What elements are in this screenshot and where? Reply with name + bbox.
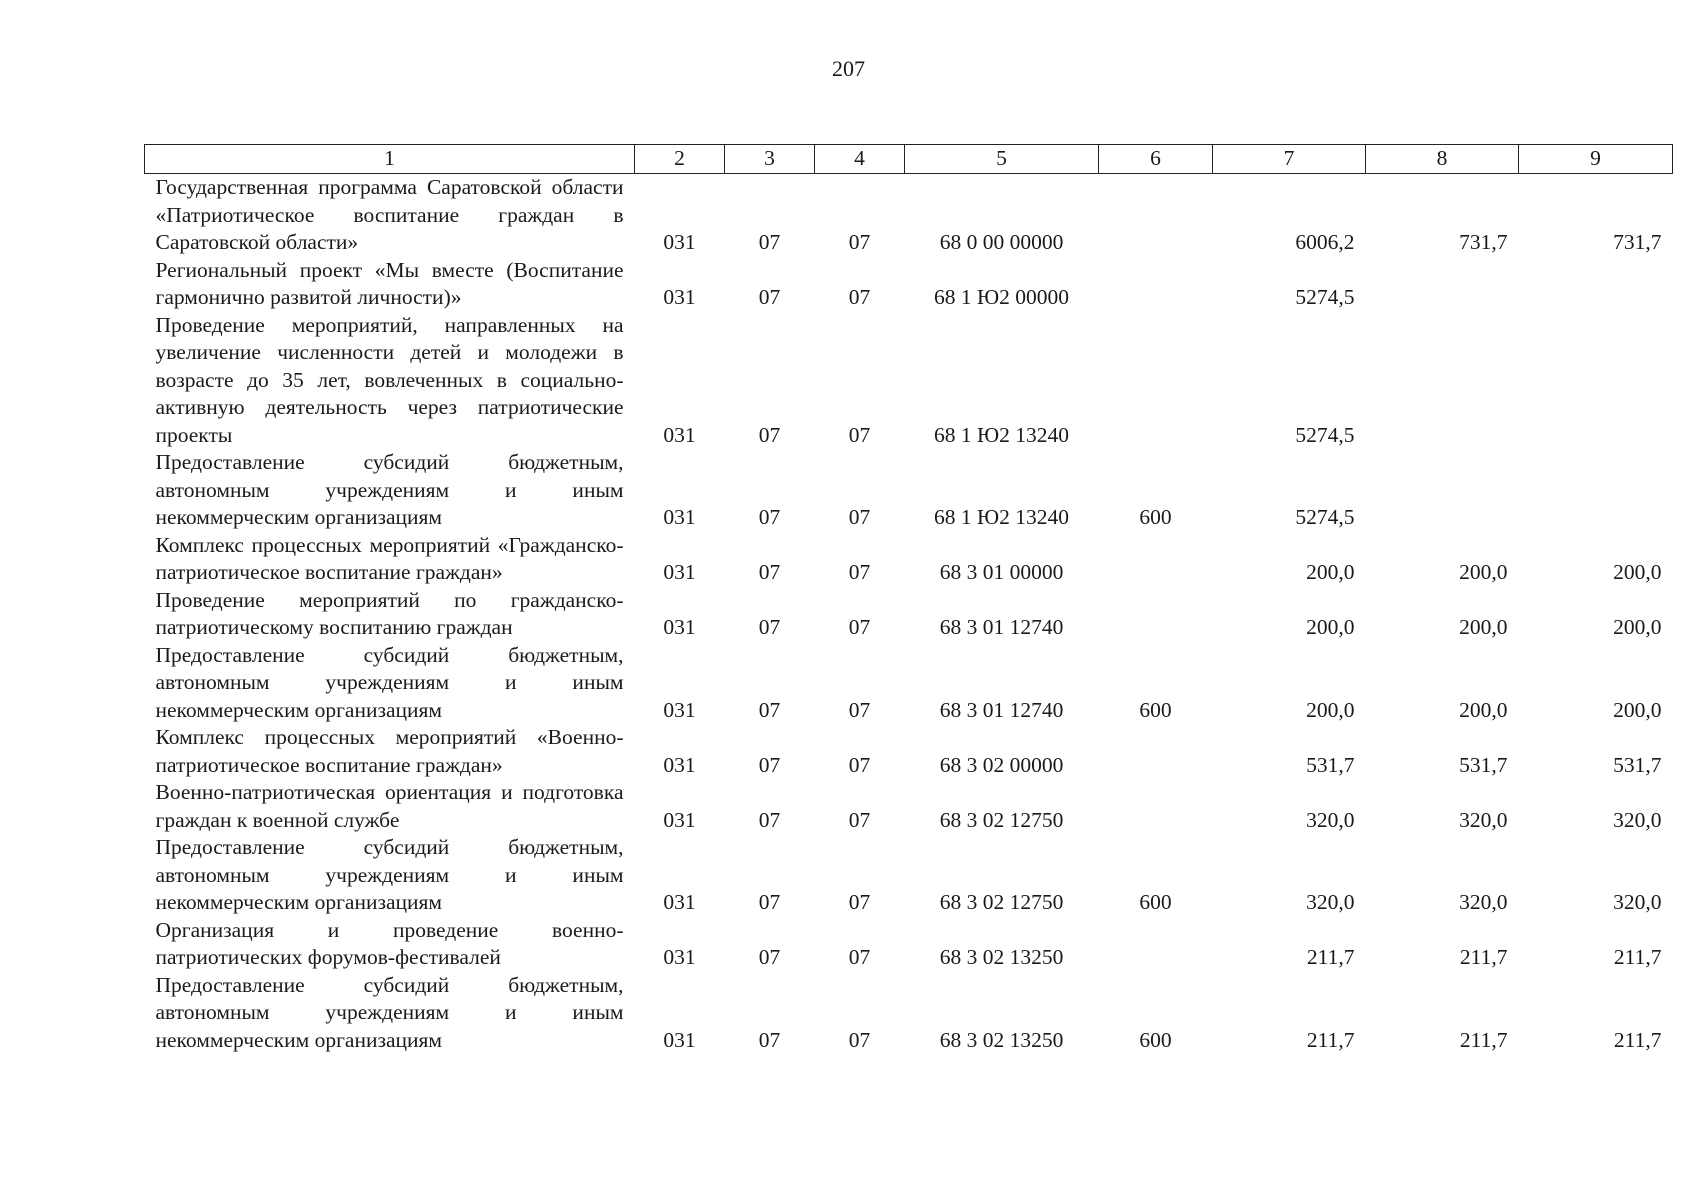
column-header: 1 <box>145 145 635 174</box>
section-code: 07 <box>758 807 781 832</box>
target-article-code: 68 3 02 12750 <box>939 807 1064 832</box>
subsection-code: 07 <box>848 285 871 309</box>
ministry-code: 031 <box>663 560 696 584</box>
amount-col9: 320,0 <box>1613 890 1662 914</box>
column-header: 3 <box>725 145 815 174</box>
page-number: 207 <box>832 56 865 81</box>
column-number-row <box>145 145 1673 174</box>
amount-col9: 200,0 <box>1613 560 1662 584</box>
section-code: 07 <box>758 560 781 584</box>
section-code: 07 <box>758 1027 781 1052</box>
table-row <box>145 917 1673 972</box>
amount-col8: 731,7 <box>1459 230 1508 254</box>
row-name: Проведение мероприятий, направленных на увеличение численности детей и молодежи в возрасте до 35 лет, вовлеченных в социально-активную деятельность через патриотические проекты <box>155 312 624 447</box>
section-code: 07 <box>758 422 781 447</box>
section-code: 07 <box>758 285 781 309</box>
amount-col9: 211,7 <box>1613 1027 1662 1052</box>
row-name: Предоставление субсидий бюджетным, автономным учреждениям и иным некоммерческим организациям <box>155 642 624 722</box>
subsection-code: 07 <box>848 230 871 254</box>
amount-col9 <box>1519 257 1673 312</box>
expense-type-code <box>1099 917 1213 972</box>
row-name: Региональный проект «Мы вместе (Воспитание гармонично развитой личности)» <box>155 257 624 309</box>
amount-col8: 211,7 <box>1459 945 1508 969</box>
ministry-code: 031 <box>663 615 696 639</box>
target-article-code: 68 0 00 00000 <box>939 230 1064 254</box>
amount-col9: 200,0 <box>1613 615 1662 639</box>
ministry-code: 031 <box>663 807 696 832</box>
row-name: Проведение мероприятий по гражданско-патриотическому воспитанию граждан <box>155 587 624 639</box>
column-header: 6 <box>1099 145 1213 174</box>
row-name: Организация и проведение военно-патриотических форумов-фестивалей <box>155 917 624 969</box>
amount-col7: 320,0 <box>1306 807 1355 832</box>
column-header: 4 <box>815 145 905 174</box>
amount-col9 <box>1519 312 1673 450</box>
target-article-code: 68 3 02 12750 <box>939 890 1064 914</box>
subsection-code: 07 <box>848 945 871 969</box>
table-row <box>145 532 1673 587</box>
amount-col8: 531,7 <box>1459 752 1508 777</box>
amount-col7: 200,0 <box>1306 615 1355 639</box>
amount-col8 <box>1366 257 1519 312</box>
section-code: 07 <box>758 890 781 914</box>
amount-col8 <box>1366 449 1519 532</box>
target-article-code: 68 3 01 00000 <box>939 560 1064 584</box>
ministry-code: 031 <box>663 230 696 254</box>
table-body <box>145 174 1673 1055</box>
subsection-code: 07 <box>848 890 871 914</box>
expense-type-code <box>1099 532 1213 587</box>
amount-col9: 531,7 <box>1613 752 1662 777</box>
amount-col7: 200,0 <box>1306 560 1355 584</box>
expense-type-code <box>1099 587 1213 642</box>
subsection-code: 07 <box>848 807 871 832</box>
amount-col9: 320,0 <box>1613 807 1662 832</box>
subsection-code: 07 <box>848 422 871 447</box>
section-code: 07 <box>758 752 781 777</box>
amount-col8: 320,0 <box>1459 807 1508 832</box>
amount-col7: 531,7 <box>1306 752 1355 777</box>
column-header: 9 <box>1519 145 1673 174</box>
amount-col8: 200,0 <box>1459 697 1508 722</box>
ministry-code: 031 <box>663 890 696 914</box>
ministry-code: 031 <box>663 752 696 777</box>
row-name: Военно-патриотическая ориентация и подготовка граждан к военной службе <box>155 780 624 832</box>
subsection-code: 07 <box>848 1027 871 1052</box>
ministry-code: 031 <box>663 945 696 969</box>
expense-type-code <box>1099 257 1213 312</box>
table-row <box>145 174 1673 257</box>
amount-col7: 211,7 <box>1306 1027 1355 1052</box>
amount-col7: 5274,5 <box>1295 505 1355 529</box>
amount-col7: 5274,5 <box>1295 422 1355 447</box>
section-code: 07 <box>758 505 781 529</box>
amount-col8: 200,0 <box>1459 560 1508 584</box>
amount-col8 <box>1366 312 1519 450</box>
ministry-code: 031 <box>663 505 696 529</box>
table-row <box>145 449 1673 532</box>
table-row <box>145 779 1673 834</box>
amount-col7: 320,0 <box>1306 890 1355 914</box>
target-article-code: 68 1 Ю2 13240 <box>934 505 1069 529</box>
expense-type-code <box>1099 312 1213 450</box>
ministry-code: 031 <box>663 285 696 309</box>
target-article-code: 68 3 02 00000 <box>939 752 1064 777</box>
expense-type-code: 600 <box>1139 697 1172 722</box>
expense-type-code <box>1099 174 1213 257</box>
subsection-code: 07 <box>848 560 871 584</box>
row-name: Комплекс процессных мероприятий «Военно-патриотическое воспитание граждан» <box>155 725 624 777</box>
ministry-code: 031 <box>663 422 696 447</box>
section-code: 07 <box>758 945 781 969</box>
amount-col8: 320,0 <box>1459 890 1508 914</box>
table-row <box>145 642 1673 725</box>
target-article-code: 68 3 01 12740 <box>939 615 1064 639</box>
expense-type-code: 600 <box>1139 890 1172 914</box>
amount-col7: 6006,2 <box>1295 230 1355 254</box>
section-code: 07 <box>758 697 781 722</box>
expense-type-code <box>1099 779 1213 834</box>
amount-col8: 211,7 <box>1459 1027 1508 1052</box>
row-name: Комплекс процессных мероприятий «Гражданско-патриотическое воспитание граждан» <box>155 532 624 584</box>
column-header: 2 <box>635 145 725 174</box>
table-row <box>145 587 1673 642</box>
amount-col9: 731,7 <box>1613 230 1662 254</box>
table-row <box>145 834 1673 917</box>
section-code: 07 <box>758 230 781 254</box>
table-row <box>145 257 1673 312</box>
table-row <box>145 312 1673 450</box>
target-article-code: 68 1 Ю2 00000 <box>934 285 1069 309</box>
row-name: Предоставление субсидий бюджетным, автономным учреждениям и иным некоммерческим организациям <box>155 450 624 529</box>
subsection-code: 07 <box>848 697 871 722</box>
column-header: 5 <box>905 145 1099 174</box>
amount-col7: 211,7 <box>1306 945 1355 969</box>
amount-col9: 200,0 <box>1613 697 1662 722</box>
section-code: 07 <box>758 615 781 639</box>
expense-type-code: 600 <box>1139 1027 1172 1052</box>
table-row <box>145 972 1673 1055</box>
row-name: Предоставление субсидий бюджетным, автономным учреждениям и иным некоммерческим организациям <box>155 972 624 1052</box>
subsection-code: 07 <box>848 615 871 639</box>
expense-type-code: 600 <box>1139 505 1172 529</box>
subsection-code: 07 <box>848 505 871 529</box>
amount-col8: 200,0 <box>1459 615 1508 639</box>
target-article-code: 68 1 Ю2 13240 <box>934 422 1069 447</box>
target-article-code: 68 3 01 12740 <box>939 697 1064 722</box>
target-article-code: 68 3 02 13250 <box>939 1027 1064 1052</box>
target-article-code: 68 3 02 13250 <box>939 945 1064 969</box>
expense-type-code <box>1099 724 1213 779</box>
budget-table <box>144 144 1673 1054</box>
subsection-code: 07 <box>848 752 871 777</box>
ministry-code: 031 <box>663 1027 696 1052</box>
ministry-code: 031 <box>663 697 696 722</box>
column-header: 8 <box>1366 145 1519 174</box>
table-row <box>145 724 1673 779</box>
row-name: Предоставление субсидий бюджетным, автономным учреждениям и иным некоммерческим организациям <box>155 835 624 914</box>
row-name: Государственная программа Саратовской области «Патриотическое воспитание граждан в Саратовской области» <box>155 175 624 254</box>
amount-col9: 211,7 <box>1613 945 1662 969</box>
column-header: 7 <box>1213 145 1366 174</box>
amount-col7: 200,0 <box>1306 697 1355 722</box>
amount-col7: 5274,5 <box>1295 285 1355 309</box>
amount-col9 <box>1519 449 1673 532</box>
